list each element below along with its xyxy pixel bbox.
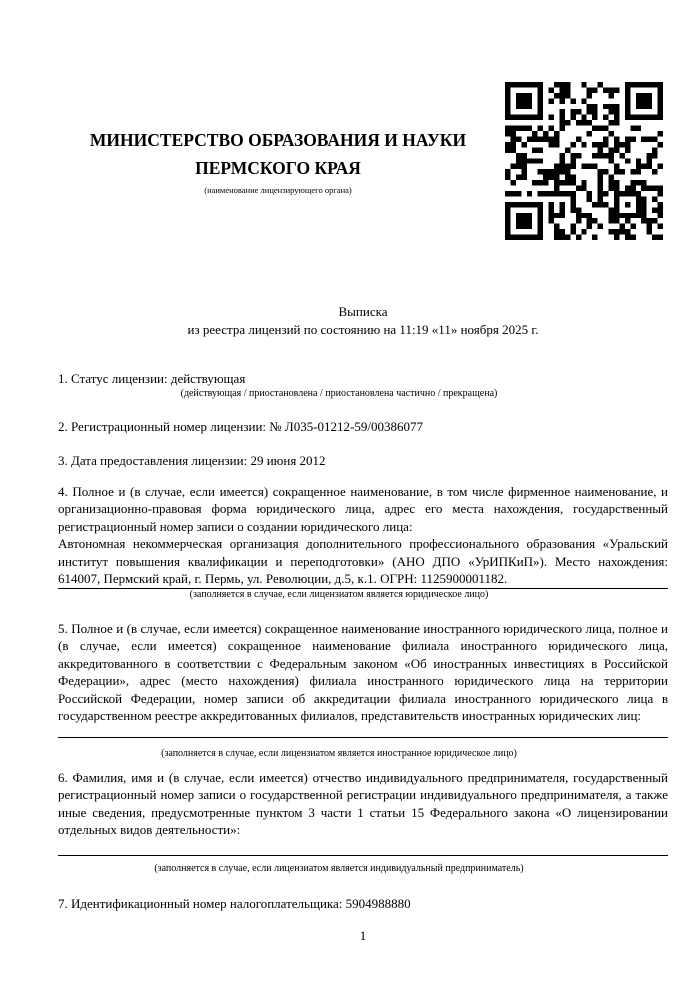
issuing-authority-header	[58, 126, 498, 196]
foreign-entity-fill-line	[58, 737, 668, 738]
taxpayer-number-line: 7. Идентификационный номер налогоплательщика: 5904988880	[58, 895, 411, 911]
entrepreneur-fill-line	[58, 855, 668, 856]
page-number: 1	[359, 928, 367, 943]
document-subtitle: из реестра лицензий по состоянию на 11:19 «11» ноября 2025 г.	[187, 321, 539, 337]
document-body	[58, 303, 668, 945]
license-status-options-caption: (действующая / приостановлена / приостановлена частично / прекращена)	[180, 387, 498, 399]
issuing-authority-caption: (наименование лицензирующего органа)	[204, 185, 352, 195]
license-grant-date-line: 3. Дата предоставления лицензии: 29 июня 2012	[58, 453, 326, 468]
entrepreneur-caption: (заполняется в случае, если лицензиатом является индивидуальный предприниматель)	[154, 862, 524, 874]
ministry-name-line2: ПЕРМСКОГО КРАЯ	[195, 158, 361, 178]
foreign-entity-caption: (заполняется в случае, если лицензиатом является иностранное юридическое лицо)	[161, 747, 517, 759]
legal-entity-value: Автономная некоммерческая организация дополнительного профессионального образования «Уральский институт повышения квалификации и переподготовки» (АНО ДПО «УрИПКиП»). Место нахождения: 614007, Пермский край, г. Пермь, ул. Революции, д.5, к.1. ОГРН: 1125900001182.	[58, 536, 668, 586]
ministry-name-line1: МИНИСТЕРСТВО ОБРАЗОВАНИЯ И НАУКИ	[89, 130, 467, 150]
entrepreneur-heading: 6. Фамилия, имя и (в случае, если имеется) отчество индивидуального предпринимателя, государственный регистрационный номер записи о государственной регистрации индивидуального предпринимателя, а также иные сведения, предусмотренные пунктом 3 части 1 статьи 15 Федерального закона «О лицензировании отдельных видов деятельности»:	[58, 769, 668, 837]
license-status-line: 1. Статус лицензии: действующая	[58, 371, 246, 386]
document-title: Выписка	[338, 304, 388, 319]
legal-entity-caption: (заполняется в случае, если лицензиатом является юридическое лицо)	[189, 588, 489, 600]
qr-code-icon	[504, 82, 664, 240]
legal-entity-heading: 4. Полное и (в случае, если имеется) сокращенное наименование, в том числе фирменное наименование, и организационно-правовая форма юридического лица, адрес его места нахождения, государственный регистрационный номер записи о создании юридического лица:	[58, 483, 668, 534]
registration-number-line: 2. Регистрационный номер лицензии: № Л035-01212-59/00386077	[58, 418, 424, 434]
foreign-entity-heading: 5. Полное и (в случае, если имеется) сокращенное наименование иностранного юридического лица, полное и (в случае, если имеется) сокращенное наименование филиала иностранного юридического лица, аккредитованного в соответствии с Федеральным законом «Об иностранных инвестициях в Российской Федерации», адрес (место нахождения) филиала иностранного юридического лица на территории Российской Федерации, номер записи об аккредитации филиала иностранного юридического лица в государственном реестре аккредитованных филиалов, представительств иностранных юридических лиц:	[58, 620, 668, 723]
